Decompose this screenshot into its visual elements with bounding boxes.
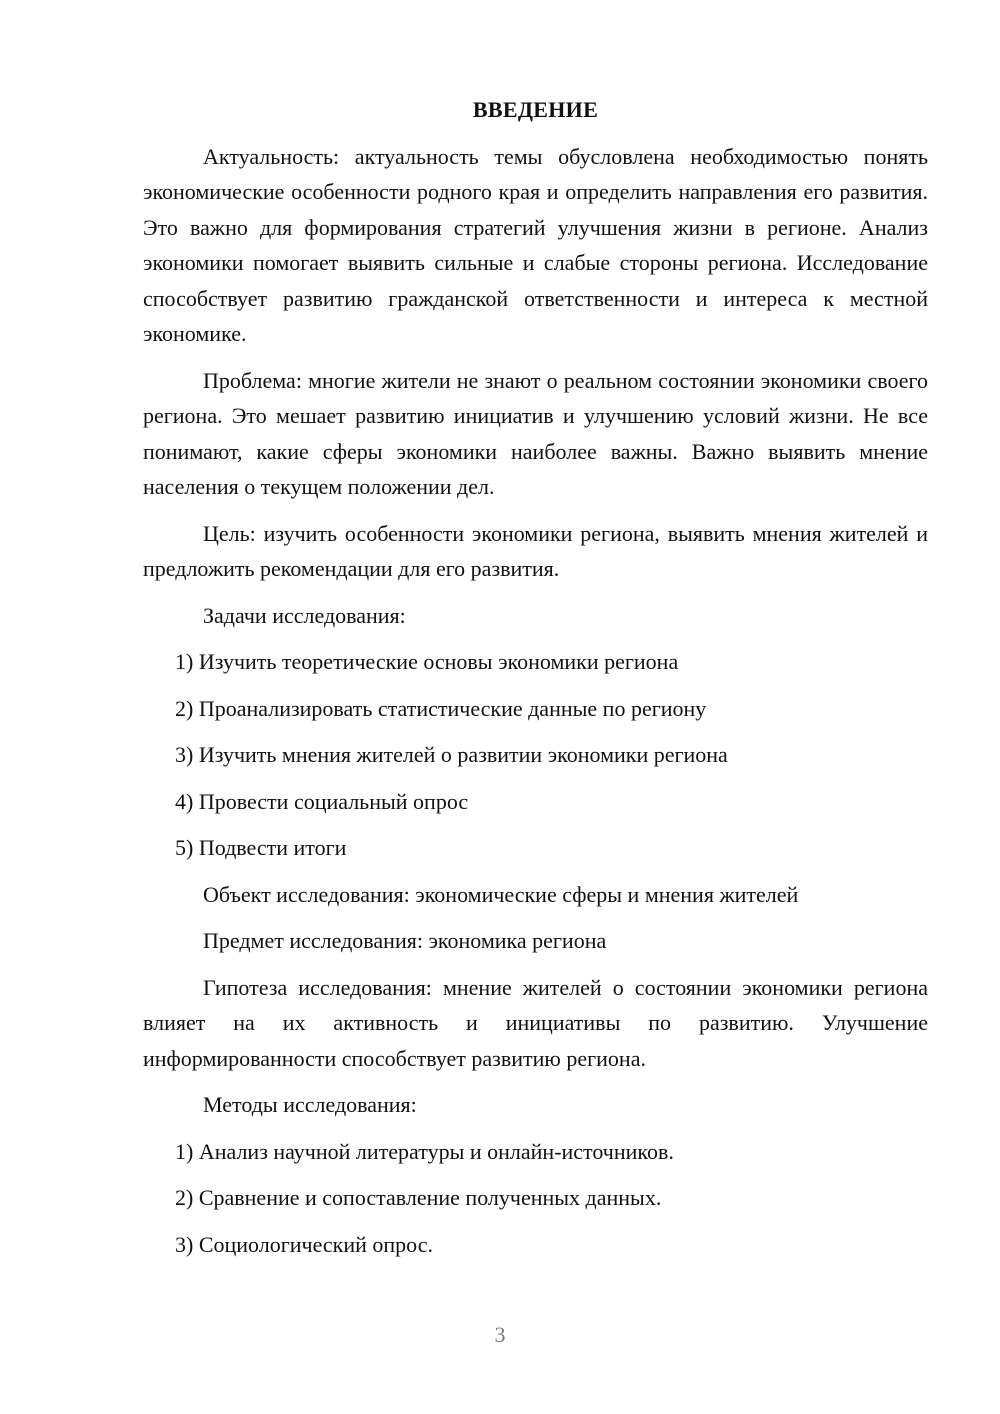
section-heading: ВВЕДЕНИЕ [472,97,599,122]
task-item: 1) Изучить теоретические основы экономики региона [175,649,679,674]
task-item: 3) Изучить мнения жителей о развитии экономики региона [175,742,728,767]
task-item: 2) Проанализировать статистические данные по региону [175,695,707,721]
relevance-paragraph: Актуальность: актуальность темы обусловлена необходимостью понять экономические особенности родного края и определить направления его развития. Это важно для формирования стратегий улучшения жизни в регионе. Анализ экономики помогает выявить сильные и слабые стороны региона. Исследование способствует развитию гражданской ответственности и интереса к местной экономике. [143,143,928,346]
method-item: 2) Сравнение и сопоставление полученных данных. [175,1185,662,1210]
subject-paragraph: Предмет исследования: экономика региона [203,928,607,953]
problem-paragraph: Проблема: многие жители не знают о реальном состоянии экономики своего региона. Это мешает развитию инициатив и улучшению условий жизни. Не все понимают, какие сферы экономики наиболее важны. Важно выявить мнение населения о текущем положении дел. [143,367,928,499]
method-item: 3) Социологический опрос. [175,1231,433,1257]
goal-paragraph: Цель: изучить особенности экономики региона, выявить мнения жителей и предложить рекомендации для его развития. [143,520,928,581]
method-item: 1) Анализ научной литературы и онлайн-источников. [175,1138,674,1164]
hypothesis-paragraph: Гипотеза исследования: мнение жителей о состоянии экономики региона влияет на их активность и инициативы по развитию. Улучшение информированности способствует развитию региона. [143,974,928,1071]
document-page [143,92,928,1273]
methods-label: Методы исследования: [203,1092,417,1117]
page-number: 3 [494,1322,506,1347]
tasks-label: Задачи исследования: [203,602,406,628]
task-item: 4) Провести социальный опрос [175,788,469,814]
object-paragraph: Объект исследования: экономические сферы и мнения жителей [203,881,799,907]
task-item: 5) Подвести итоги [175,835,347,860]
